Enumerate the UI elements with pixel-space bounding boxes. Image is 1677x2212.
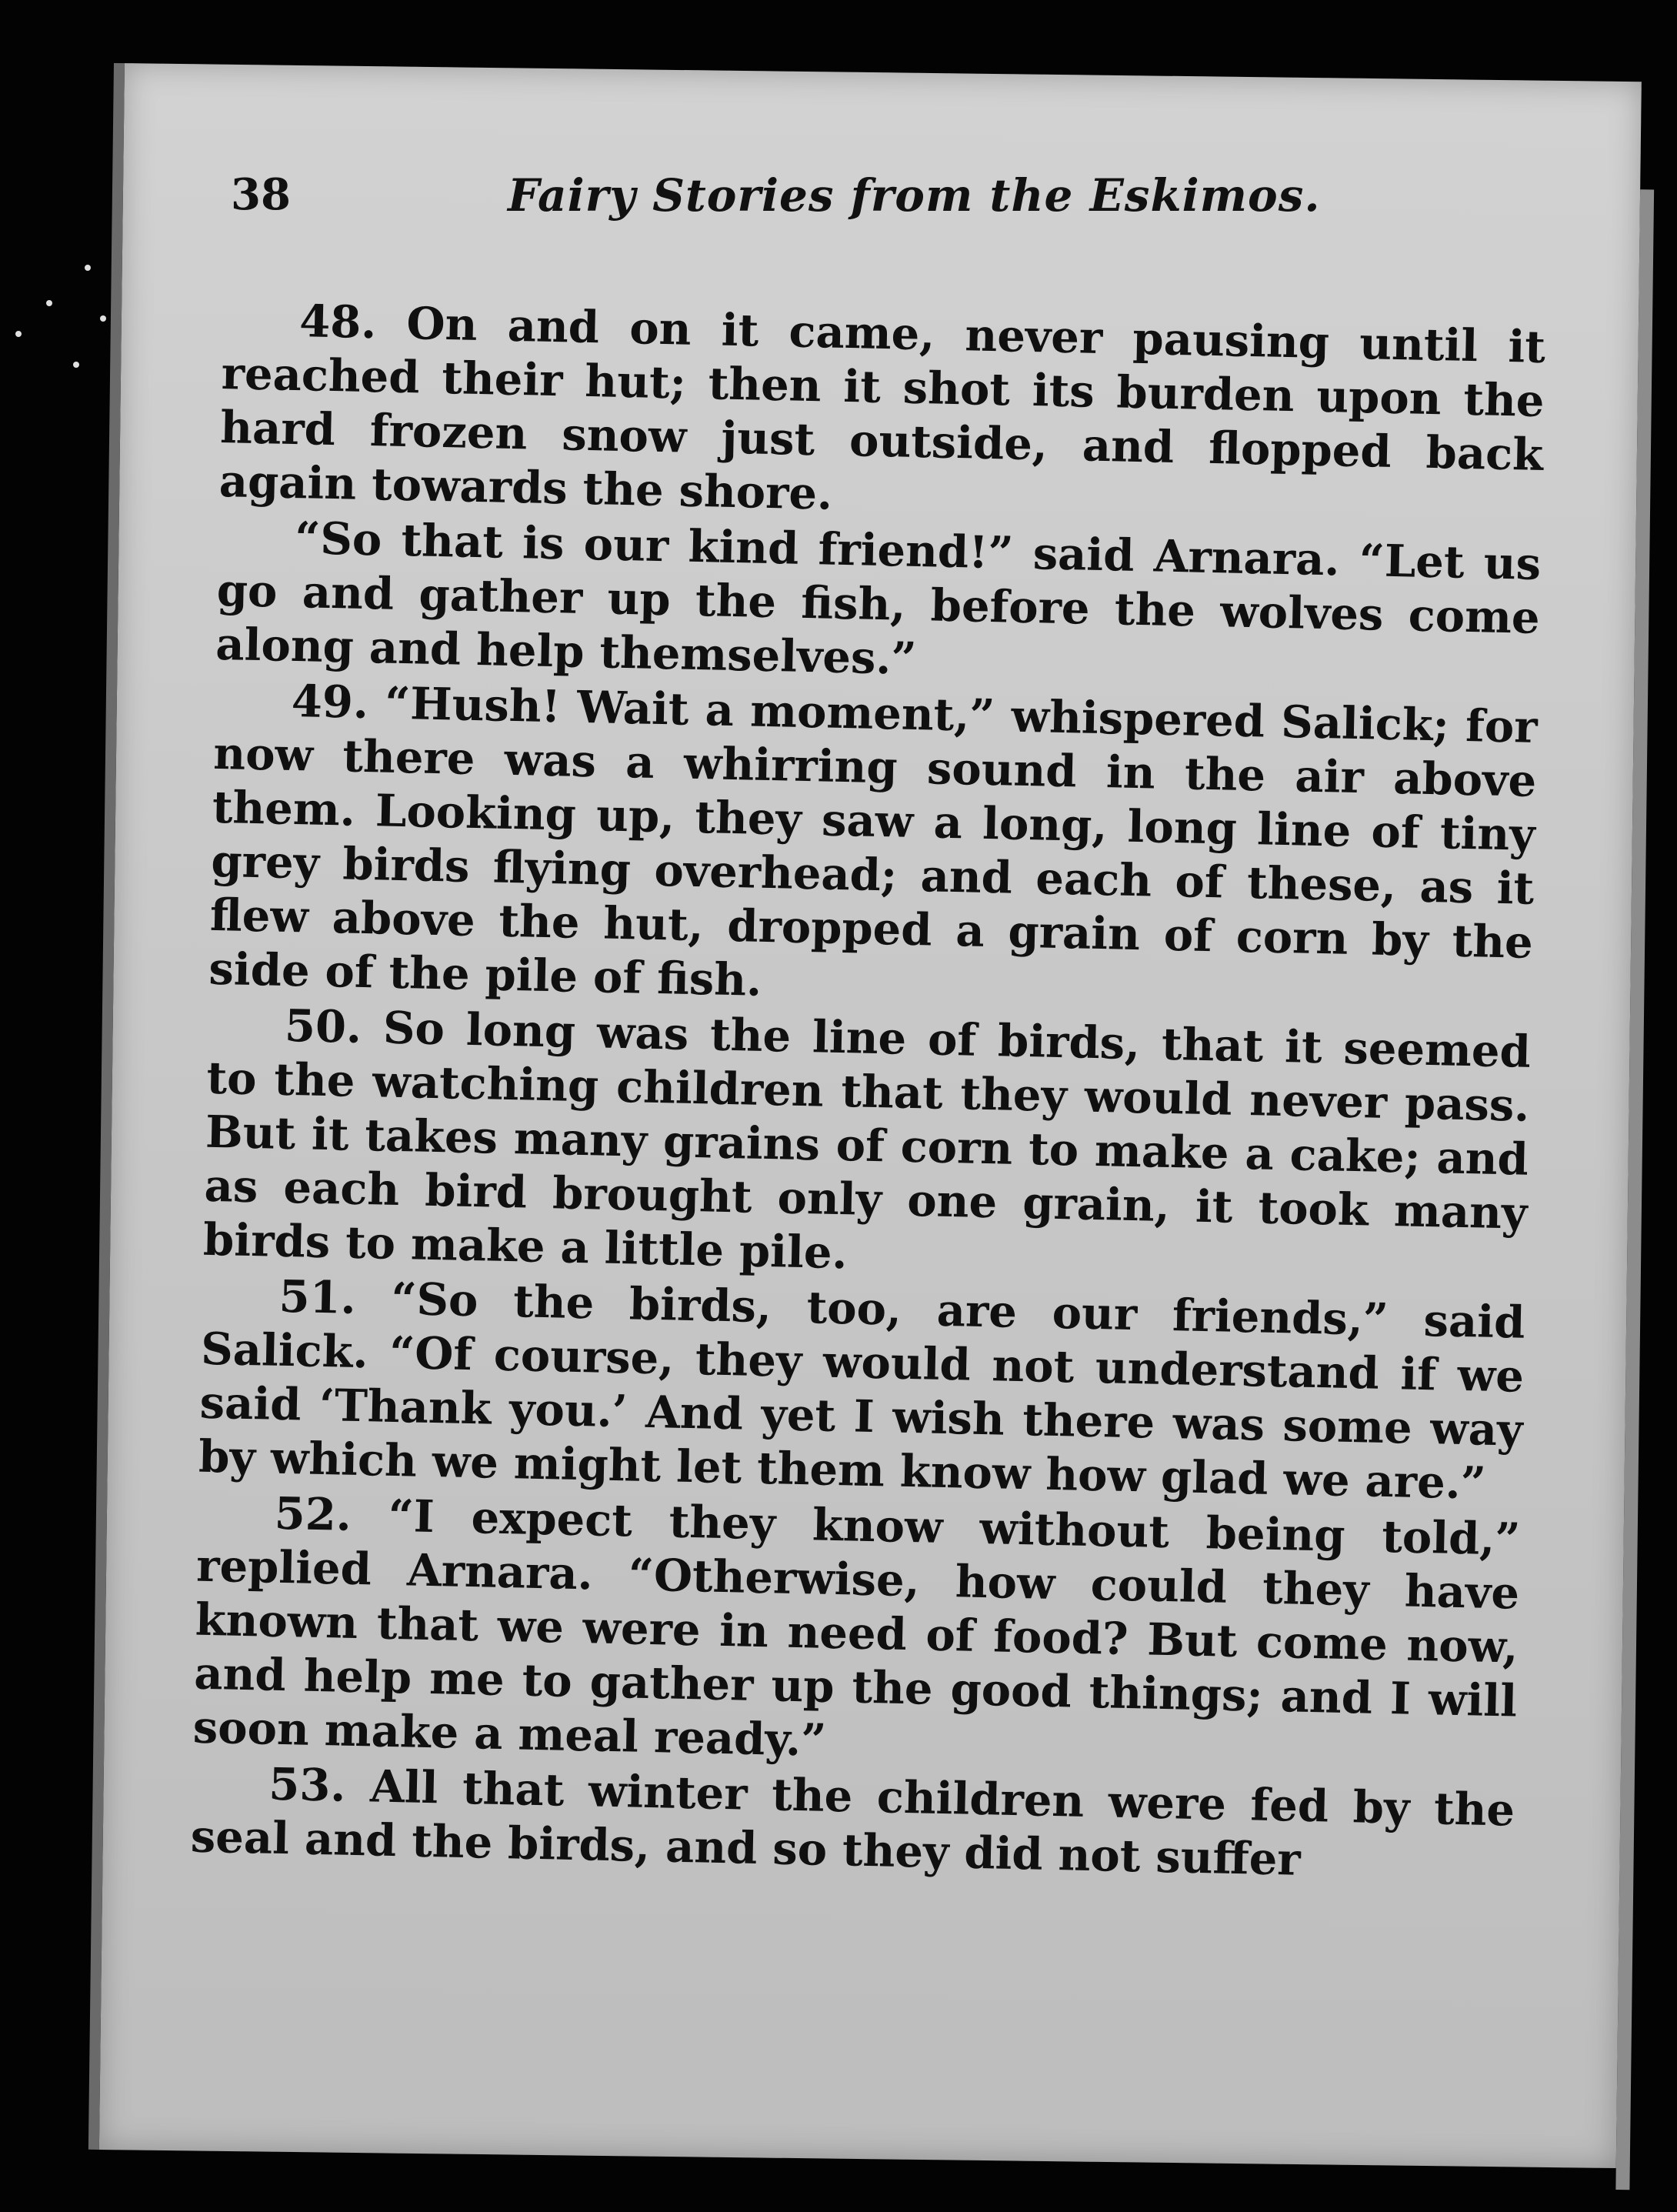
speck bbox=[46, 300, 52, 306]
page-body bbox=[190, 292, 1545, 1893]
running-title: Fairy Stories from the Eskimos. bbox=[508, 169, 1321, 222]
paragraph: 53. All that winter the children were fed by the seal and the birds, and so they did not suffer bbox=[190, 1757, 1515, 1886]
paragraph: 49. “Hush! Wait a moment,” whispered Salick; for now there was a whirring sound in the air above them. Looking up, they saw a long, long line of tiny grey birds flying overhead; and each of these, as it flew above the hut, dropped a grain of corn by the side of the pile of fish. bbox=[208, 674, 1539, 1006]
speck bbox=[73, 362, 79, 368]
paragraph: “So that is our kind friend!” said Arnara. “Let us go and gather up the fish, before the wolves come along and help themselves.” bbox=[215, 512, 1542, 685]
paragraph: 48. On and on it came, never pausing until it reached their hut; then it shot its burden upon the hard frozen snow just outside, and flopped back again towards the shore. bbox=[218, 295, 1546, 520]
speck bbox=[100, 315, 106, 322]
paragraph: 50. So long was the line of birds, that it seemed to the watching children that they would never pass. But it takes many grains of corn to make a cake; and as each bird brought only one grain, it took many birds to make a little pile. bbox=[202, 999, 1532, 1279]
speck bbox=[85, 265, 91, 271]
page-header bbox=[231, 169, 1523, 254]
paragraph: 51. “So the birds, too, are our friends,” said Salick. “Of course, they would not understand if we said ‘Thank you.’ And yet I wish there was some way by which we might let them know how glad we are.” bbox=[198, 1269, 1526, 1510]
paragraph: 52. “I expect they know without being told,” replied Arnara. “Otherwise, how could they have known that we were in need of food? But come now, and help me to gather up the good things; and I will soon make a meal ready.” bbox=[192, 1486, 1522, 1767]
page-edge bbox=[1615, 189, 1654, 2190]
scan-specks bbox=[0, 246, 123, 400]
speck bbox=[15, 331, 22, 337]
page-number: 38 bbox=[231, 169, 291, 220]
